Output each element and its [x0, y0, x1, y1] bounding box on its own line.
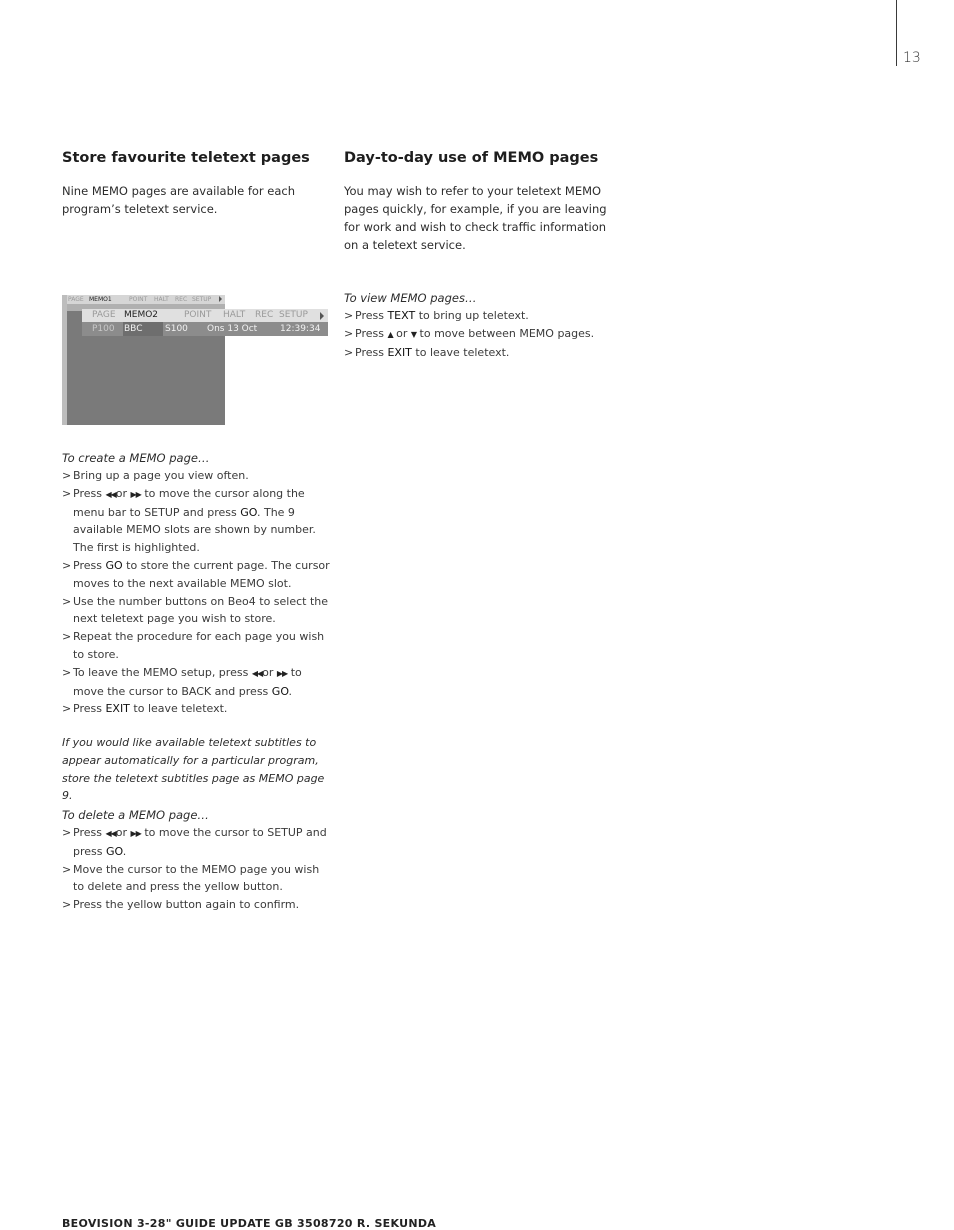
view-memo-steps: [344, 307, 634, 361]
create-step-6-text-e: .: [288, 684, 293, 698]
text-key: TEXT: [387, 309, 416, 322]
view-step-2: [344, 325, 634, 344]
go-key: GO: [106, 844, 123, 858]
create-memo-steps: [62, 467, 330, 718]
delete-step-1-text-a: Press: [73, 826, 102, 839]
create-step-7-text-a: Press: [73, 702, 102, 716]
page-rule: [896, 0, 897, 66]
tt-back-point-label: POINT: [129, 296, 148, 303]
create-step-2: [62, 485, 330, 557]
delete-step-2: [62, 861, 330, 897]
create-step-7: [62, 700, 330, 718]
create-step-6-text-a: To leave the MEMO setup, press: [73, 665, 249, 679]
delete-step-2-text: Move the cursor to the MEMO page you wish to delete and press the yellow button.: [73, 862, 320, 894]
delete-memo-steps: [62, 824, 330, 914]
tt-back-arrow-icon: [219, 296, 222, 302]
page-number: 13: [903, 50, 921, 66]
tt-back-page-label: PAGE: [68, 296, 84, 303]
view-step-2-or: or: [396, 326, 408, 340]
tt-front-page-number: P100: [92, 324, 115, 334]
page-footer: BEOVISION 3-28" GUIDE UPDATE GB 3508720 R. SEKUNDA: [62, 1217, 437, 1230]
view-step-2-text-c: to move between MEMO pages.: [419, 326, 595, 340]
create-step-1: [62, 467, 330, 485]
tt-back-halt-label: HALT: [154, 296, 169, 303]
create-step-5: [62, 628, 330, 664]
view-step-2-text-a: Press: [355, 326, 384, 340]
create-step-2-text-c: to move the cursor along the menu bar to SETUP and press: [73, 486, 305, 519]
rewind-icon: ◀◀: [105, 489, 116, 499]
teletext-front-menu-bar: [82, 309, 328, 322]
create-step-7-text-c: to leave teletext.: [133, 702, 228, 716]
tt-back-memo-label: MEMO1: [89, 296, 112, 303]
fast-forward-icon: ▶▶: [130, 489, 141, 499]
create-step-3-text-a: Press: [73, 558, 102, 572]
left-heading: Store favourite teletext pages: [62, 150, 310, 166]
teletext-front-status-bar: [82, 322, 328, 336]
delete-step-3-text: Press the yellow button again to confirm.: [73, 898, 300, 912]
down-arrow-icon: ▼: [410, 329, 417, 339]
go-key: GO: [240, 505, 257, 519]
create-step-4-text: Use the number buttons on Beo4 to select the next teletext page you wish to store.: [73, 594, 329, 626]
teletext-front-screen: [82, 309, 328, 336]
tt-front-point-label: POINT: [184, 310, 212, 320]
tt-back-rec-label: REC: [175, 296, 188, 303]
exit-key: EXIT: [105, 702, 130, 716]
create-step-3-text-c: to store the current page. The cursor moves to the next available MEMO slot.: [73, 558, 330, 590]
tt-front-rec-label: REC: [255, 310, 274, 320]
delete-step-1: [62, 824, 330, 861]
right-heading: Day-to-day use of MEMO pages: [344, 150, 599, 166]
create-step-2-text-a: Press: [73, 486, 102, 500]
tt-front-page-label: PAGE: [92, 310, 116, 320]
delete-step-1-or: or: [115, 826, 128, 839]
view-step-1: [344, 307, 634, 325]
go-key: GO: [271, 684, 289, 698]
create-memo-title: To create a MEMO page…: [62, 451, 210, 465]
create-step-4: [62, 593, 330, 629]
exit-key: EXIT: [387, 345, 412, 359]
tt-front-memo-label: MEMO2: [124, 310, 159, 320]
create-step-3: [62, 557, 330, 593]
rewind-icon: ◀◀: [105, 829, 116, 838]
view-memo-title: To view MEMO pages…: [344, 291, 477, 305]
delete-step-3: [62, 896, 330, 914]
create-step-6-or: or: [262, 665, 274, 679]
view-step-3: [344, 344, 634, 362]
subtitle-note: If you would like available teletext subtitles to appear automatically for a particular program, store the teletext subtitles page as MEMO page 9.: [62, 736, 325, 803]
tt-back-setup-label: SETUP: [192, 296, 212, 303]
create-step-2-text-e: . The 9 available MEMO slots are shown by number. The first is highlighted.: [73, 505, 316, 555]
delete-memo-title: To delete a MEMO page…: [62, 808, 209, 822]
tt-front-time: 12:39:34: [280, 324, 321, 334]
teletext-back-edge: [62, 295, 67, 425]
delete-step-1-text-e: .: [122, 844, 127, 858]
tt-front-setup-label: SETUP: [279, 310, 308, 320]
view-step-3-text-c: to leave teletext.: [415, 345, 510, 359]
left-intro-line-2: program’s teletext service.: [62, 202, 218, 216]
tt-front-halt-label: HALT: [223, 310, 246, 320]
create-step-5-text: Repeat the procedure for each page you wish to store.: [73, 630, 325, 661]
up-arrow-icon: ▲: [387, 329, 393, 339]
teletext-back-menu-bar: [62, 295, 225, 304]
left-intro-line-1: Nine MEMO pages are available for each: [62, 184, 296, 198]
create-step-6: [62, 664, 330, 701]
view-step-1-text-a: Press: [355, 309, 384, 322]
create-step-2-or: or: [115, 486, 128, 500]
tt-front-subpage: S100: [165, 324, 188, 334]
delete-step-1-text-c: to move the cursor to SETUP and press: [73, 826, 327, 858]
create-step-6-text-c: to move the cursor to BACK and press: [73, 665, 302, 698]
tt-front-date: Ons 13 Oct: [207, 324, 258, 334]
fast-forward-icon: ▶▶: [276, 668, 288, 678]
go-key: GO: [105, 558, 123, 572]
tt-front-channel: BBC: [124, 324, 143, 334]
view-step-3-text-a: Press: [355, 345, 384, 359]
tt-front-arrow-icon: [320, 312, 324, 320]
fast-forward-icon: ▶▶: [130, 829, 141, 838]
rewind-icon: ◀◀: [251, 668, 263, 678]
create-step-1-text: Bring up a page you view often.: [73, 469, 249, 482]
left-intro: [62, 182, 332, 218]
view-step-1-text-c: to bring up teletext.: [418, 309, 529, 322]
right-intro: You may wish to refer to your teletext MEMO pages quickly, for example, if you are leaving for work and wish to check traffic information on a teletext service.: [344, 184, 607, 252]
